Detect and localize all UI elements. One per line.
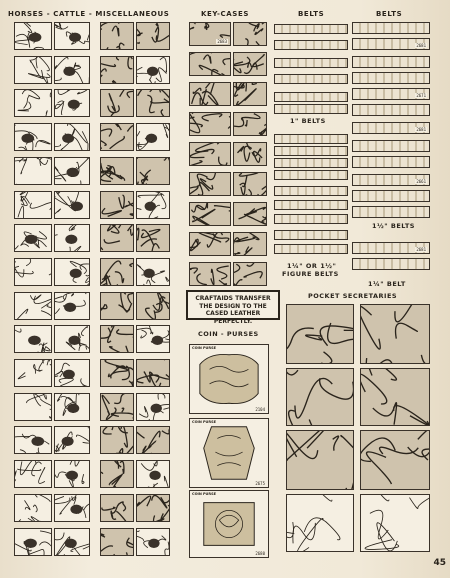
pattern-card xyxy=(100,359,134,387)
pattern-card xyxy=(136,359,170,387)
pattern-art xyxy=(137,259,169,285)
pattern-art xyxy=(15,90,51,116)
pattern-card xyxy=(100,56,134,84)
pattern-art xyxy=(234,233,266,255)
pattern-art xyxy=(234,173,266,195)
pattern-art xyxy=(101,124,133,150)
pattern-art xyxy=(15,259,51,285)
pattern-art xyxy=(137,529,169,555)
pattern-art xyxy=(55,259,89,285)
pattern-card xyxy=(54,224,90,252)
pattern-card xyxy=(136,224,170,252)
pattern-art xyxy=(15,23,51,49)
pattern-card xyxy=(100,224,134,252)
key-case-card xyxy=(189,22,231,46)
coin-purse-3-art xyxy=(190,491,268,557)
pattern-art xyxy=(55,158,89,184)
pattern-card xyxy=(54,292,90,320)
key-case-card xyxy=(189,52,231,76)
pattern-art xyxy=(55,529,89,555)
pattern-art xyxy=(101,57,133,83)
pattern-card xyxy=(14,258,52,286)
key-case-card xyxy=(189,112,231,136)
pattern-art xyxy=(190,113,230,135)
pattern-art xyxy=(137,192,169,218)
belt-strip xyxy=(352,38,430,50)
belt-strip xyxy=(274,158,348,168)
pattern-card xyxy=(100,157,134,185)
pattern-card xyxy=(14,22,52,50)
key-case-number: 2683 xyxy=(217,39,227,44)
label-1-inch-belts: 1" BELTS xyxy=(290,117,326,125)
belt-strip xyxy=(352,174,430,186)
belt-number: 2671 xyxy=(416,93,426,98)
pattern-art xyxy=(137,124,169,150)
coin-purse-3 xyxy=(189,490,269,558)
pattern-art xyxy=(55,124,89,150)
pattern-art xyxy=(234,263,266,285)
pattern-card xyxy=(54,393,90,421)
key-case-card xyxy=(189,142,231,166)
pattern-card xyxy=(100,528,134,556)
pattern-card xyxy=(136,494,170,522)
pocket-secretary-card xyxy=(286,368,354,426)
pattern-art xyxy=(55,360,89,386)
pocket-secretary-card xyxy=(286,304,354,364)
label-1-quarter-belt: 1¼" BELT xyxy=(368,280,406,288)
pattern-card xyxy=(54,123,90,151)
pattern-art xyxy=(137,360,169,386)
pattern-art xyxy=(15,427,51,453)
belt-strip xyxy=(274,214,348,224)
pattern-art xyxy=(101,360,133,386)
label-1-quarter-or-half-belts: 1¼" OR 1½" xyxy=(287,262,337,270)
header-belts-2: BELTS xyxy=(376,10,403,18)
pattern-card xyxy=(14,359,52,387)
belt-strip xyxy=(274,186,348,196)
pattern-card xyxy=(14,224,52,252)
pattern-art xyxy=(15,326,51,352)
pattern-art xyxy=(137,427,169,453)
pocket-secretary-card xyxy=(286,430,354,490)
pattern-art xyxy=(15,192,51,218)
pattern-art xyxy=(55,461,89,487)
coin-purse-2-art xyxy=(190,419,268,487)
pattern-card xyxy=(14,292,52,320)
pattern-art xyxy=(15,124,51,150)
pattern-art xyxy=(190,143,230,165)
pocket-secretary-card xyxy=(360,304,430,364)
pattern-card xyxy=(136,258,170,286)
pattern-art xyxy=(234,83,266,105)
pattern-art xyxy=(137,57,169,83)
pattern-art xyxy=(137,293,169,319)
belt-number: 2681 xyxy=(416,247,426,252)
pattern-card xyxy=(100,426,134,454)
pattern-art xyxy=(190,173,230,195)
pattern-card xyxy=(14,460,52,488)
pattern-art xyxy=(361,495,429,551)
pattern-art xyxy=(101,326,133,352)
pattern-card xyxy=(54,191,90,219)
pattern-art xyxy=(15,360,51,386)
pattern-card xyxy=(136,157,170,185)
belt-strip xyxy=(274,58,348,68)
pattern-art xyxy=(234,23,266,45)
pattern-card xyxy=(14,56,52,84)
belt-number: 2661 xyxy=(416,179,426,184)
pattern-art xyxy=(101,23,133,49)
pattern-card xyxy=(14,123,52,151)
pattern-art xyxy=(101,225,133,251)
pattern-art xyxy=(15,158,51,184)
pattern-card xyxy=(54,460,90,488)
pattern-art xyxy=(137,158,169,184)
belt-number: 2681 xyxy=(416,127,426,132)
coin-purse-3-label: COIN PURSE xyxy=(192,492,217,496)
coin-purse-2-label: COIN PURSE xyxy=(192,420,217,424)
belt-number: 2681 xyxy=(416,43,426,48)
pattern-art xyxy=(137,461,169,487)
pattern-card xyxy=(100,460,134,488)
pattern-art xyxy=(55,57,89,83)
pattern-art xyxy=(55,23,89,49)
pattern-art xyxy=(190,53,230,75)
pattern-art xyxy=(15,225,51,251)
pattern-card xyxy=(136,292,170,320)
pattern-art xyxy=(137,394,169,420)
belt-strip xyxy=(352,242,430,254)
pattern-card xyxy=(100,494,134,522)
pattern-art xyxy=(137,90,169,116)
pattern-card xyxy=(100,393,134,421)
belt-strip xyxy=(352,104,430,116)
label-figure-belts: FIGURE BELTS xyxy=(282,270,339,278)
pattern-art xyxy=(287,495,353,551)
pattern-art xyxy=(101,394,133,420)
pattern-card xyxy=(14,191,52,219)
key-case-card xyxy=(189,82,231,106)
pattern-art xyxy=(234,203,266,225)
pattern-art xyxy=(15,495,51,521)
pattern-card xyxy=(100,22,134,50)
pattern-card xyxy=(100,89,134,117)
coin-purse-1 xyxy=(189,344,269,414)
pattern-art xyxy=(55,495,89,521)
pattern-art xyxy=(15,529,51,555)
pattern-art xyxy=(190,263,230,285)
key-case-card xyxy=(233,202,267,226)
pattern-art xyxy=(361,305,429,363)
key-case-card xyxy=(189,172,231,196)
pattern-art xyxy=(55,427,89,453)
belt-strip xyxy=(274,74,348,84)
pattern-art xyxy=(190,233,230,255)
pattern-card xyxy=(54,359,90,387)
pattern-art xyxy=(15,57,51,83)
pattern-art xyxy=(15,293,51,319)
belt-strip xyxy=(274,104,348,114)
pattern-card xyxy=(14,426,52,454)
pattern-art xyxy=(15,394,51,420)
pattern-art xyxy=(361,431,429,489)
pattern-art xyxy=(55,394,89,420)
key-case-card xyxy=(233,262,267,286)
pattern-art xyxy=(101,293,133,319)
header-key-cases: KEY-CASES xyxy=(201,10,249,18)
pattern-art xyxy=(287,305,353,363)
key-case-card xyxy=(233,232,267,256)
pattern-art xyxy=(137,225,169,251)
coin-purse-3-number: 2680 xyxy=(255,551,265,556)
pattern-card xyxy=(136,123,170,151)
pattern-art xyxy=(101,192,133,218)
pattern-art xyxy=(101,529,133,555)
coin-purse-2-number: 2675 xyxy=(255,481,265,486)
pattern-card xyxy=(54,426,90,454)
pattern-art xyxy=(361,369,429,425)
pocket-secretary-card xyxy=(286,494,354,552)
pattern-art xyxy=(234,53,266,75)
pattern-art xyxy=(101,495,133,521)
coin-purse-1-number: 2104 xyxy=(255,407,265,412)
craftaids-callout: CRAFTAIDS TRANSFER THE DESIGN TO THE CASED LEATHER PERFECTLY. xyxy=(186,290,280,320)
key-case-card xyxy=(189,232,231,256)
pattern-card xyxy=(100,292,134,320)
pattern-art xyxy=(55,192,89,218)
pattern-art xyxy=(137,23,169,49)
pattern-card xyxy=(136,426,170,454)
coin-purse-2 xyxy=(189,418,269,488)
pattern-art xyxy=(55,293,89,319)
belt-strip xyxy=(352,72,430,84)
pattern-art xyxy=(137,495,169,521)
pattern-card xyxy=(136,393,170,421)
pattern-art xyxy=(234,113,266,135)
belt-strip xyxy=(352,122,430,134)
pattern-card xyxy=(54,157,90,185)
belt-strip xyxy=(274,134,348,144)
pocket-secretary-card xyxy=(360,430,430,490)
belt-strip xyxy=(274,146,348,156)
key-case-card xyxy=(189,262,231,286)
header-horses-cattle-misc: HORSES - CATTLE - MISCELLANEOUS xyxy=(8,10,170,18)
belt-strip xyxy=(352,140,430,152)
pattern-art xyxy=(55,225,89,251)
pattern-art xyxy=(15,461,51,487)
belt-strip xyxy=(352,156,430,168)
belt-strip xyxy=(274,24,348,34)
pattern-card xyxy=(14,393,52,421)
coin-purse-1-label: COIN PURSE xyxy=(192,346,217,350)
pattern-card xyxy=(54,528,90,556)
pattern-card xyxy=(14,157,52,185)
belt-strip xyxy=(274,200,348,210)
pattern-art xyxy=(137,326,169,352)
pattern-art xyxy=(234,143,266,165)
pattern-card xyxy=(14,494,52,522)
pattern-art xyxy=(55,326,89,352)
pattern-art xyxy=(101,427,133,453)
label-1-half-belts: 1½" BELTS xyxy=(372,222,415,230)
pattern-card xyxy=(136,325,170,353)
belt-strip xyxy=(274,170,348,180)
pattern-art xyxy=(190,203,230,225)
belt-strip xyxy=(352,56,430,68)
pocket-secretary-card xyxy=(360,368,430,426)
pattern-card xyxy=(54,325,90,353)
key-case-card xyxy=(189,202,231,226)
pattern-card xyxy=(100,191,134,219)
pattern-card xyxy=(136,528,170,556)
pattern-card xyxy=(54,22,90,50)
belt-strip xyxy=(352,22,430,34)
pocket-secretaries-header: POCKET SECRETARIES xyxy=(308,292,398,300)
pattern-art xyxy=(55,90,89,116)
belt-strip xyxy=(274,244,348,254)
pattern-art xyxy=(101,90,133,116)
belt-strip xyxy=(352,190,430,202)
pattern-art xyxy=(101,259,133,285)
pattern-card xyxy=(136,460,170,488)
pattern-card xyxy=(100,258,134,286)
pattern-card xyxy=(54,258,90,286)
coin-purses-header: COIN - PURSES xyxy=(198,330,259,338)
pattern-card xyxy=(54,89,90,117)
pattern-card xyxy=(136,89,170,117)
belt-strip xyxy=(352,88,430,100)
pattern-art xyxy=(101,461,133,487)
pattern-card xyxy=(100,325,134,353)
header-belts-1: BELTS xyxy=(298,10,325,18)
belt-strip xyxy=(352,258,430,270)
pattern-card xyxy=(136,22,170,50)
pattern-art xyxy=(101,158,133,184)
key-case-card xyxy=(233,22,267,46)
pattern-card xyxy=(14,89,52,117)
belt-strip xyxy=(274,92,348,102)
pattern-card xyxy=(54,494,90,522)
belt-strip xyxy=(352,206,430,218)
key-case-card xyxy=(233,142,267,166)
key-case-card xyxy=(233,82,267,106)
pocket-secretary-card xyxy=(360,494,430,552)
pattern-card xyxy=(100,123,134,151)
pattern-card xyxy=(136,56,170,84)
belt-strip xyxy=(274,40,348,50)
key-case-card xyxy=(233,52,267,76)
key-case-card xyxy=(233,172,267,196)
page-number: 45 xyxy=(433,558,446,568)
pattern-art xyxy=(190,83,230,105)
key-case-card xyxy=(233,112,267,136)
pattern-card xyxy=(14,325,52,353)
pattern-card xyxy=(14,528,52,556)
coin-purse-1-art xyxy=(190,345,268,413)
pattern-card xyxy=(54,56,90,84)
pattern-card xyxy=(136,191,170,219)
pattern-art xyxy=(287,431,353,489)
pattern-art xyxy=(287,369,353,425)
belt-strip xyxy=(274,230,348,240)
